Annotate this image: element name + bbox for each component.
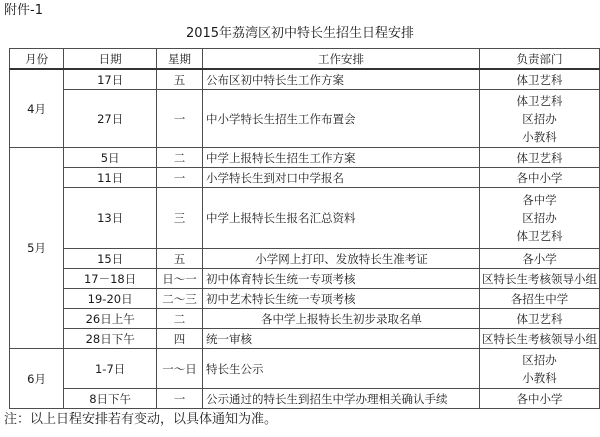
task-cell: 中小学特长生招生工作布置会 <box>202 90 479 148</box>
table-header-row <box>10 49 600 70</box>
date-cell: 26日上午 <box>64 309 157 329</box>
task-cell: 初中体育特长生统一专项考核 <box>202 269 479 289</box>
weekday-cell: 四 <box>157 329 203 349</box>
month-cell: 4月 <box>10 69 64 148</box>
weekday-cell: 一 <box>157 90 203 148</box>
dept-cell: 各小学 <box>479 249 599 269</box>
task-cell: 公示通过的特长生到招生中学办理相关确认手续 <box>202 389 479 409</box>
task-cell: 小学特长生到对口中学报名 <box>202 168 479 188</box>
weekday-cell: 二～三 <box>157 289 203 309</box>
month-cell: 6月 <box>10 349 64 409</box>
table-row <box>10 168 600 188</box>
footnote: 注：以上日程安排若有变动，以具体通知为准。 <box>4 412 278 427</box>
table-row <box>10 269 600 289</box>
table-row <box>10 309 600 329</box>
dept-cell: 体卫艺科 <box>479 148 599 168</box>
task-cell: 中学上报特长生招生工作方案 <box>202 148 479 168</box>
weekday-cell: 二 <box>157 148 203 168</box>
task-cell: 特长生公示 <box>202 349 479 389</box>
schedule-table <box>9 48 600 409</box>
dept-cell <box>479 188 599 249</box>
weekday-cell: 日～一 <box>157 269 203 289</box>
date-cell: 1-7日 <box>64 349 157 389</box>
column-header-dept: 负责部门 <box>479 49 599 70</box>
dept-cell: 各中小学 <box>479 168 599 188</box>
weekday-cell: 二 <box>157 309 203 329</box>
column-header-task: 工作安排 <box>202 49 479 70</box>
dept-line: 体卫艺科 <box>516 229 563 243</box>
weekday-cell: 一 <box>157 389 203 409</box>
date-cell: 27日 <box>64 90 157 148</box>
month-cell: 5月 <box>10 148 64 349</box>
dept-line: 各中学 <box>522 193 557 207</box>
date-cell: 5日 <box>64 148 157 168</box>
dept-line: 小教科 <box>522 129 557 144</box>
date-cell: 28日下午 <box>64 329 157 349</box>
dept-cell: 体卫艺科 <box>479 309 599 329</box>
dept-cell: 体卫艺科 <box>479 69 599 90</box>
date-cell: 13日 <box>64 188 157 249</box>
table-row <box>10 148 600 168</box>
dept-cell: 各招生中学 <box>479 289 599 309</box>
task-cell: 中学上报特长生报名汇总资料 <box>202 188 479 249</box>
task-cell: 小学网上打印、发放特长生准考证 <box>202 249 479 269</box>
dept-line: 区招办 <box>522 111 557 126</box>
table-row <box>10 289 600 309</box>
table-row <box>10 329 600 349</box>
attachment-label: 附件-1 <box>4 3 43 18</box>
date-cell: 15日 <box>64 249 157 269</box>
dept-cell: 区特长生考核领导小组 <box>479 329 599 349</box>
weekday-cell: 五 <box>157 249 203 269</box>
column-header-date: 日期 <box>64 49 157 70</box>
date-cell: 11日 <box>64 168 157 188</box>
date-cell: 19-20日 <box>64 289 157 309</box>
dept-line: 区招办 <box>522 211 557 225</box>
dept-cell: 各中小学 <box>479 389 599 409</box>
dept-cell <box>479 90 599 148</box>
weekday-cell: 一 <box>157 168 203 188</box>
weekday-cell: 五 <box>157 69 203 90</box>
task-cell: 各中学上报特长生初步录取名单 <box>202 309 479 329</box>
column-header-month: 月份 <box>10 49 64 70</box>
task-cell: 公布区初中特长生工作方案 <box>202 69 479 90</box>
dept-line: 体卫艺科 <box>516 93 563 108</box>
date-cell: 17－18日 <box>64 269 157 289</box>
dept-line: 区招办 <box>522 352 557 367</box>
dept-cell <box>479 349 599 389</box>
table-row <box>10 249 600 269</box>
table-row <box>10 90 600 148</box>
column-header-weekday: 星期 <box>157 49 203 70</box>
table-row <box>10 389 600 409</box>
task-cell: 统一审核 <box>202 329 479 349</box>
date-cell: 17日 <box>64 69 157 90</box>
table-row <box>10 188 600 249</box>
table-row <box>10 69 600 90</box>
weekday-cell: 三 <box>157 188 203 249</box>
weekday-cell: 一～日 <box>157 349 203 389</box>
dept-line: 小教科 <box>522 370 557 385</box>
table-row <box>10 349 600 389</box>
dept-cell: 区特长生考核领导小组 <box>479 269 599 289</box>
date-cell: 8日下午 <box>64 389 157 409</box>
task-cell: 初中艺术特长生统一专项考核 <box>202 289 479 309</box>
document-title: 2015年荔湾区初中特长生招生日程安排 <box>185 26 415 41</box>
